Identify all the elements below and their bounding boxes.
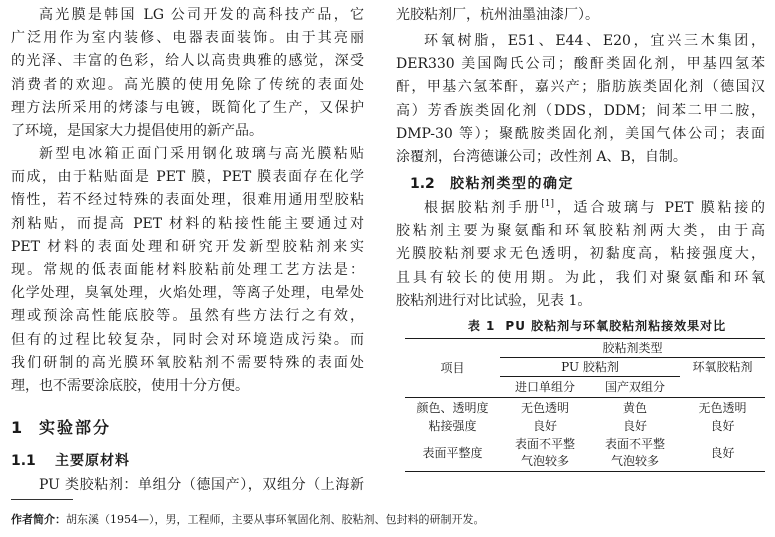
- text-line: 我们研制的高光膜环氧胶粘剂不需要特殊的表面处: [11, 354, 364, 371]
- subsection-heading: [11, 450, 364, 473]
- text-line: 理，也不需要涂底胶，使用十分方便。: [11, 377, 249, 394]
- text-line: 但有的过程比较复杂，同时会对环境造成污染。而: [11, 331, 364, 348]
- cell-pu-import: [500, 434, 590, 472]
- text-line: 剂粘贴，而提高 PET 材料的粘接性能主要通过对: [11, 215, 364, 232]
- text-line: 了环境，是国家大力提倡使用的新产品。: [11, 122, 263, 139]
- table-row: [405, 434, 765, 472]
- cell-line: 气泡较多: [610, 453, 659, 468]
- subsection-number: 1.2: [410, 176, 435, 192]
- text-line: 新型电冰箱正面门采用钢化玻璃与高光膜粘贴: [39, 146, 364, 162]
- text-line: [396, 197, 765, 220]
- cell-line: 气泡较多: [520, 453, 569, 468]
- subsection-title: 主要原材料: [55, 453, 130, 469]
- text-line: PU 类胶粘剂：单组分（德国产），双组分（上海新: [39, 477, 364, 493]
- header-pu-domestic: 国产双组分: [590, 377, 680, 398]
- comparison-table: [405, 338, 765, 472]
- text-line: 高）芳香族类固化剂（DDS，DDM；间苯二甲二胺，: [396, 102, 765, 119]
- cell-pu-import: 无色透明: [520, 400, 569, 415]
- cell-pu-domestic: [590, 434, 680, 472]
- section-number: 1: [11, 418, 23, 437]
- text-line: 光膜胶粘剂要求无色透明，初黏度高，粘接强度大，: [396, 246, 765, 263]
- text-line: 胶粘剂进行对比试验，见表 1。: [396, 292, 592, 309]
- text-segment: 根据胶粘剂手册: [424, 200, 542, 216]
- text-line: 胶粘剂主要为聚氨酯和环氧胶粘剂两大类，由于高: [396, 223, 765, 240]
- body-paragraph-adhesive-type: [396, 197, 765, 313]
- text-line: 高光膜是韩国 LG 公司开发的高科技产品，它: [39, 7, 364, 23]
- left-column: [11, 0, 364, 537]
- citation-ref: [1]: [541, 199, 555, 209]
- section-heading: [11, 415, 364, 441]
- cell-line: 表面不平整: [604, 436, 665, 451]
- text-line: 化学处理，臭氧处理，火焰处理，等离子处理，电晕处: [11, 285, 364, 302]
- footnote-label: 作者简介：: [11, 513, 66, 526]
- row-item: 颜色、透明度: [416, 400, 489, 415]
- text-line: 理或预涂高性能底胶等。虽然有些方法行之有效，: [11, 308, 364, 325]
- cell-pu-domestic: 黄色: [622, 400, 647, 415]
- table-header-row: [405, 339, 765, 358]
- table-row: [405, 417, 765, 434]
- footnote-rule: [11, 499, 73, 500]
- text-segment: ，适合玻璃与 PET 膜粘接的: [554, 200, 765, 216]
- text-line: 而成，由于粘贴面是 PET 膜，PET 膜表面存在化学: [11, 169, 364, 186]
- cell-epoxy: 良好: [680, 434, 765, 472]
- table-caption-title: PU 胶粘剂与环氧胶粘剂粘接效果对比: [505, 319, 727, 333]
- subsection-title: 胶粘剂类型的确定: [450, 176, 574, 192]
- body-paragraph-intro: [11, 4, 364, 143]
- subsection-number: 1.1: [11, 453, 36, 469]
- text-line: PET 材料的表面处理和研究开发新型胶粘剂来实: [11, 238, 364, 255]
- section-title: 实验部分: [39, 418, 112, 437]
- header-adhesive-type: 胶粘剂类型: [500, 339, 765, 358]
- header-item: 项目: [405, 339, 500, 398]
- row-item: 粘接强度: [428, 418, 477, 433]
- text-line: 涂覆剂，台湾德谦公司；改性剂 A、B，自制。: [396, 148, 687, 165]
- row-item: 表面平整度: [405, 434, 500, 472]
- table-caption: [405, 318, 765, 334]
- text-line: 惰性，若不经过特殊的表面处理，很难用通用型胶粘: [11, 192, 364, 209]
- table-caption-label: 表 1: [467, 319, 496, 333]
- cell-pu-domestic: 良好: [622, 418, 647, 433]
- text-line: 环氧树脂，E51、E44、E20，宜兴三木集团，: [424, 33, 765, 49]
- body-paragraph-background: [11, 143, 364, 398]
- right-column: [396, 0, 765, 537]
- text-line: 的光泽、丰富的色彩，给人以高贵典雅的感觉，深受: [11, 53, 364, 70]
- table-row: [405, 398, 765, 418]
- text-line: 理方法所采用的烤漆与电镀，既简化了生产，又保护: [11, 99, 364, 116]
- cell-epoxy: 无色透明: [698, 400, 747, 415]
- text-line: 消费者的欢迎。高光膜的使用免除了传统的表面处: [11, 76, 364, 93]
- body-paragraph-epoxy-materials: [396, 30, 765, 169]
- author-footnote: [11, 512, 485, 528]
- text-line: 酐，甲基六氢苯酐，嘉兴产；脂肪族类固化剂（德国汉: [396, 79, 765, 96]
- body-paragraph-materials: [11, 474, 364, 497]
- text-line: 现。常规的低表面能材料胶粘前处理工艺方法是：: [11, 261, 364, 278]
- text-line: DMP-30 等）；聚酰胺类固化剂，美国气体公司；表面: [396, 125, 765, 142]
- text-line: 广泛用作为室内装修、电器表面装饰。由于其亮丽: [11, 30, 364, 47]
- header-pu: PU 胶粘剂: [500, 358, 680, 377]
- footnote-text: 胡东溪（1954—），男，工程师，主要从事环氧固化剂、胶粘剂、包封料的研制开发。: [66, 513, 485, 526]
- cell-epoxy: 良好: [710, 418, 735, 433]
- text-line: 且具有较长的使用期。为此，我们对聚氨酯和环氧: [396, 269, 765, 286]
- body-paragraph-materials-cont: [396, 4, 765, 27]
- text-line: DER330 美国陶氏公司；酸酐类固化剂，甲基四氢苯: [396, 56, 765, 73]
- subsection-heading: [396, 173, 775, 196]
- cell-pu-import: 良好: [532, 418, 557, 433]
- cell-line: 表面不平整: [514, 436, 575, 451]
- header-pu-import: 进口单组分: [500, 377, 590, 398]
- header-epoxy: 环氧胶粘剂: [680, 358, 765, 398]
- text-line: 光胶粘剂厂，杭州油墨油漆厂）。: [396, 7, 599, 23]
